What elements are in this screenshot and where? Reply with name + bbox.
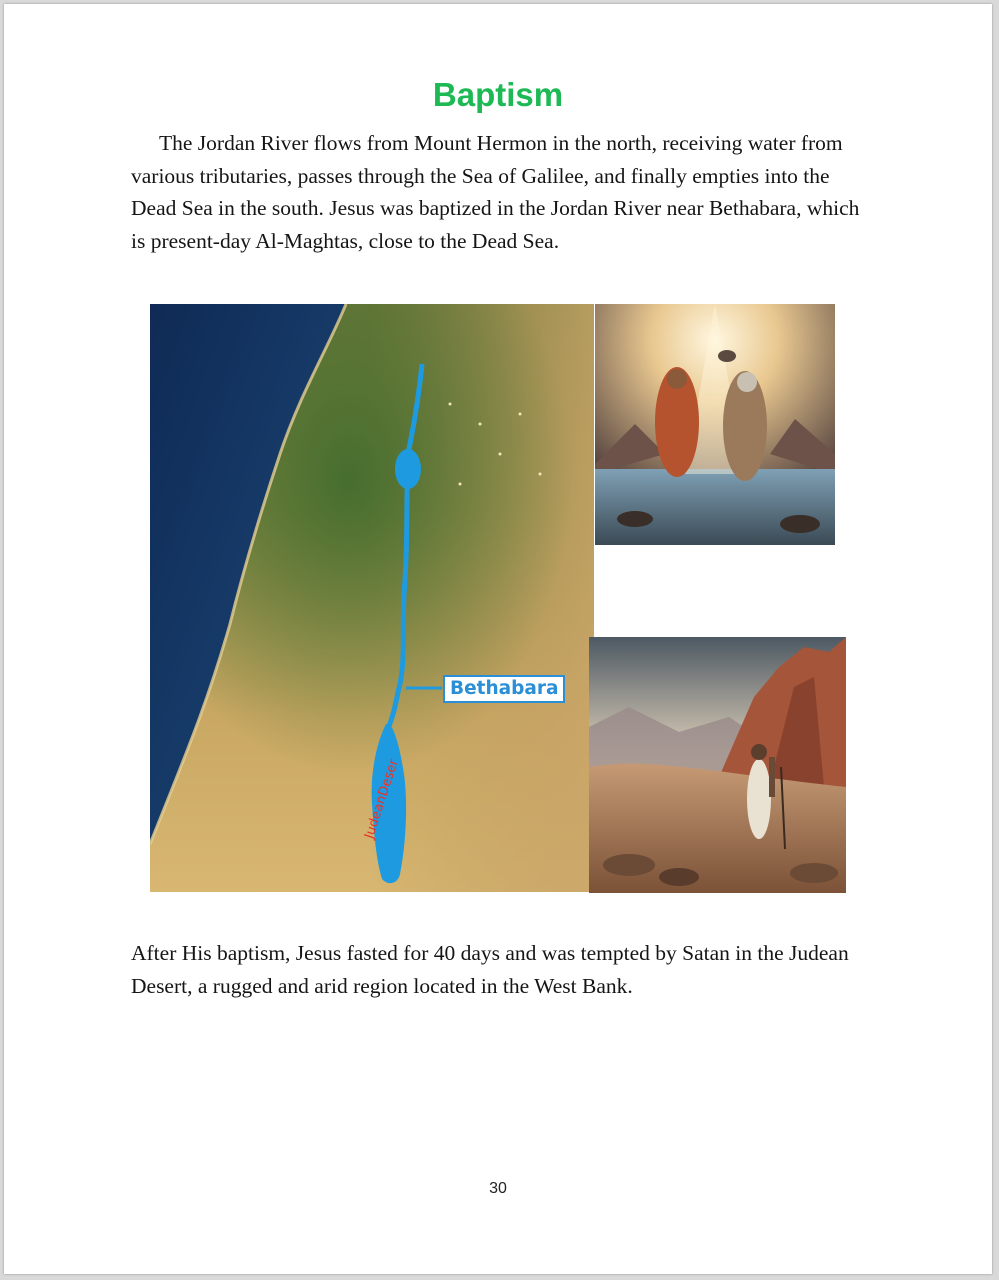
jordan-river-map (150, 304, 594, 892)
page-title: Baptism (432, 76, 564, 113)
document-page (4, 4, 992, 1274)
page-number: 30 (489, 1180, 507, 1197)
bethabara-label: Bethabara (443, 675, 565, 703)
baptism-illustration (595, 304, 835, 545)
closing-paragraph: After His baptism, Jesus fasted for 40 days and was tempted by Satan in the Judean Desert, a rugged and arid region located in the West Bank. (131, 941, 849, 998)
desert-illustration (589, 637, 846, 893)
judean-desert-label: JudeanDeser (362, 757, 402, 841)
intro-paragraph: The Jordan River flows from Mount Hermon in the north, receiving water from various tributaries, passes through the Sea of Galilee, and finally empties into the Dead Sea in the south. Jesus was baptized in the Jordan River near Bethabara, which is present-day Al-Maghtas, close to the Dead Sea. (131, 131, 860, 253)
